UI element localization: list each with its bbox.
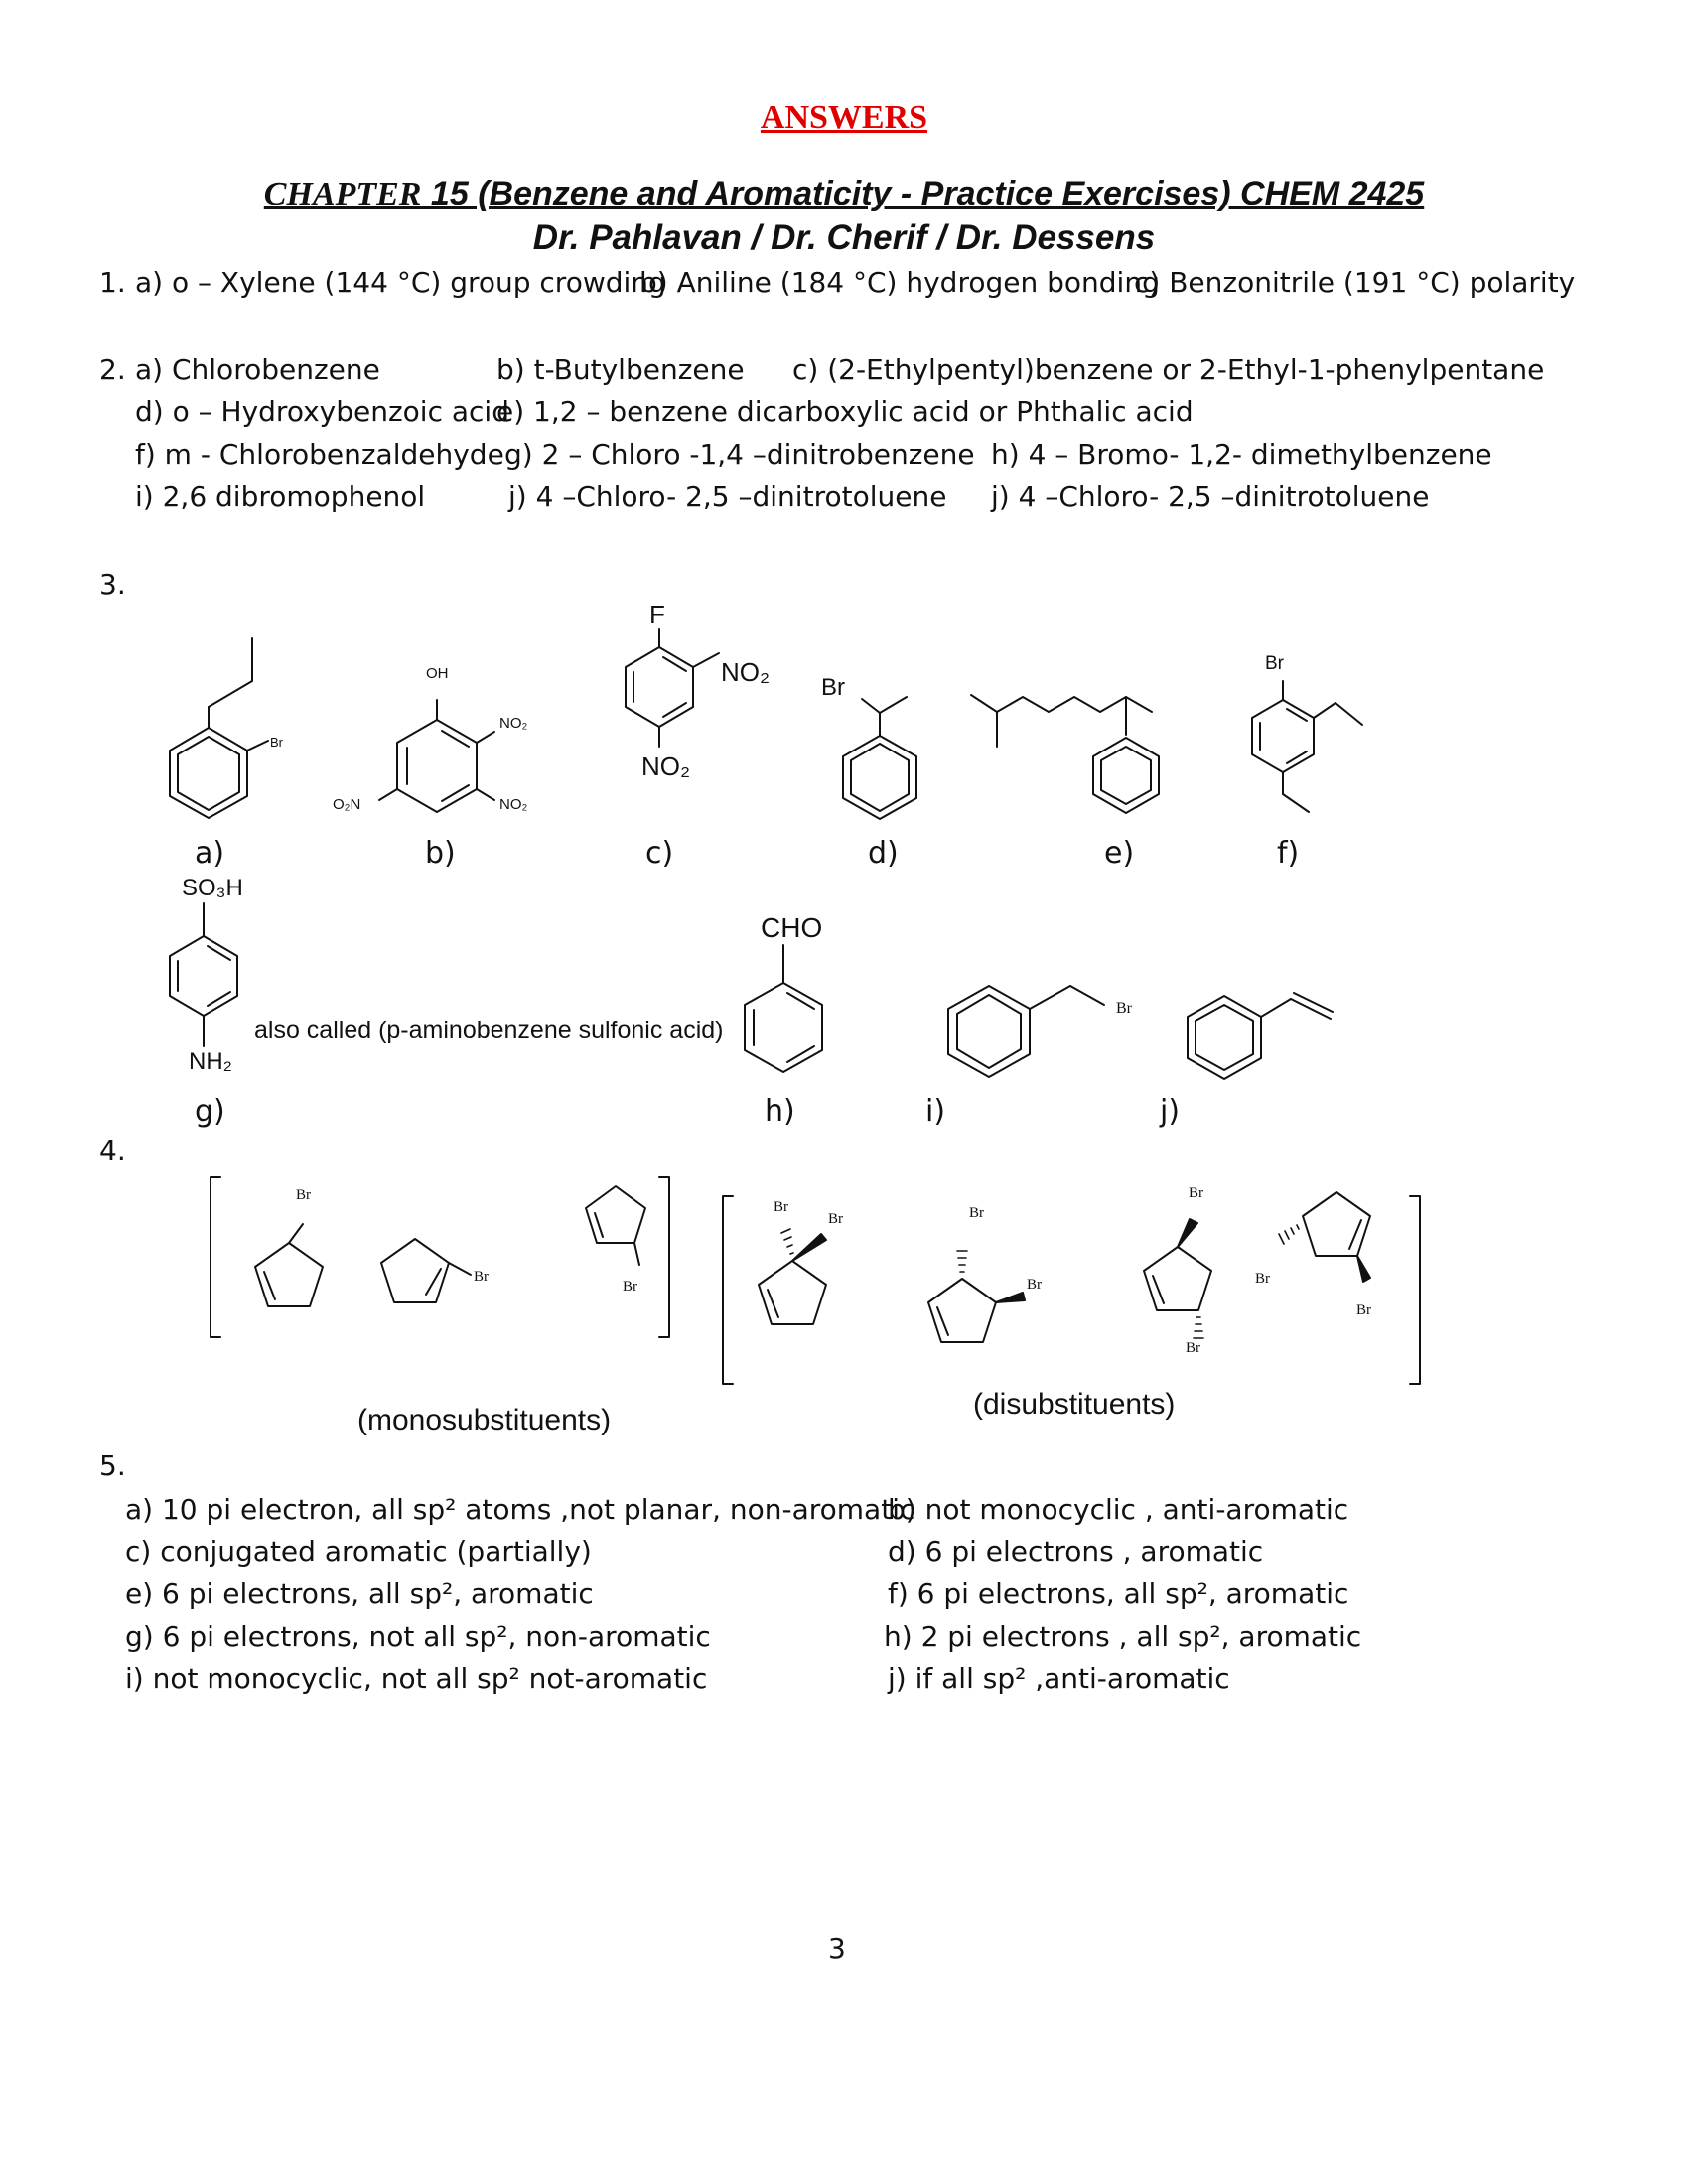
q5-answer-d: d) 6 pi electrons , aromatic [888,1535,1264,1568]
q4-br-8: Br [1189,1185,1203,1201]
authors-line: Dr. Pahlavan / Dr. Cherif / Dr. Dessens [532,218,1156,257]
q3-label-f: f) [1277,836,1300,871]
bracket-mono-left [211,1177,220,1337]
atom-br-i: Br [1116,1000,1132,1017]
structure-e [971,695,1159,813]
q5-answer-h: h) 2 pi electrons , all sp², aromatic [884,1620,1362,1653]
q4-br-10: Br [1255,1271,1270,1287]
q2-answer-i: i) 2,6 dibromophenol [135,480,426,513]
atom-br-f: Br [1265,653,1284,674]
q2-answer-f: f) m - Chlorobenzaldehyde [135,438,504,471]
atom-no2-c2: NO₂ [641,751,691,781]
q5-answer-b: b) not monocyclic , anti-aromatic [888,1493,1349,1526]
chapter-word: CHAPTER [263,176,422,212]
structure-h [745,945,822,1072]
q5-answer-c: c) conjugated aromatic (partially) [125,1535,592,1568]
atom-o2n-b: O₂N [333,796,361,813]
q2-answer-b: b) t-Butylbenzene [496,353,745,386]
bracket-di-right [1410,1196,1420,1384]
structure-c [626,629,719,747]
cyclopentene-di-1 [759,1229,826,1324]
q3-label-d: d) [868,836,899,871]
q4-di-caption: (disubstituents) [973,1388,1176,1421]
q4-br-11: Br [1356,1302,1371,1318]
q1-answer-c: c) Benzonitrile (191 °C) polarity [1134,266,1576,299]
atom-nh2-g: NH₂ [189,1048,232,1075]
structure-f [1252,681,1362,812]
q4-mono-caption: (monosubstituents) [357,1404,612,1436]
q5-answer-g: g) 6 pi electrons, not all sp², non-aromatic [125,1620,711,1653]
q5-answer-j: j) if all sp² ,anti-aromatic [888,1662,1230,1695]
structure-a [170,638,268,818]
q3-number: 3. [99,568,126,601]
q1-answer-b: b) Aniline (184 °C) hydrogen bonding [639,266,1160,299]
atom-br-a: Br [270,735,283,750]
cyclopentene-di-2 [928,1251,1025,1342]
q5-answer-f: f) 6 pi electrons, all sp², aromatic [888,1577,1349,1610]
atom-cho-h: CHO [761,912,823,943]
bracket-mono-right [659,1177,669,1337]
atom-no2-b2: NO₂ [499,796,528,813]
q1-answer-a: a) o – Xylene (144 °C) group crowding [135,266,666,299]
q4-br-5: Br [828,1211,843,1227]
chapter-rest: 15 (Benzene and Aromaticity - Practice Exercises) CHEM 2425 [421,175,1425,212]
structure-d [843,697,916,819]
q4-br-6: Br [969,1205,984,1221]
page-number: 3 [828,1932,846,1965]
q5-answer-e: e) 6 pi electrons, all sp², aromatic [125,1577,594,1610]
q5-answer-i: i) not monocyclic, not all sp² not-aromatic [125,1662,708,1695]
answers-heading: ANSWERS [760,99,928,136]
q4-br-4: Br [774,1199,788,1215]
q3-label-e: e) [1104,836,1135,871]
q3-label-i: i) [925,1094,946,1129]
q3-label-b: b) [425,836,456,871]
atom-no2-c1: NO₂ [721,657,771,687]
q3-label-a: a) [195,836,225,871]
atom-f-c: F [649,600,665,629]
q3-label-h: h) [765,1094,795,1129]
q5-number: 5. [99,1449,126,1482]
q2-number: 2. [99,353,126,386]
q2-answer-a: a) Chlorobenzene [135,353,380,386]
bracket-di-left [723,1196,733,1384]
structure-i [948,986,1104,1077]
q2-answer-d: d) o – Hydroxybenzoic acid [135,395,509,428]
cyclopentene-di-3 [1144,1219,1211,1338]
q2-answer-g: g) 2 – Chloro -1,4 –dinitrobenzene [504,438,975,471]
q4-br-1: Br [296,1187,311,1203]
atom-so3h-g: SO₃H [182,875,243,901]
q5-answer-a: a) 10 pi electron, all sp² atoms ,not planar, non-aromatic [125,1493,915,1526]
q3-label-j: j) [1160,1094,1181,1129]
cyclopentene-di-4 [1279,1192,1370,1282]
structure-j [1188,993,1333,1079]
q3-label-g: g) [195,1094,225,1129]
q2-answer-j1: j) 4 –Chloro- 2,5 –dinitrotoluene [508,480,947,513]
q4-br-2: Br [474,1269,489,1285]
cyclopentene-mono-1 [255,1224,323,1306]
q2-answer-h: h) 4 – Bromo- 1,2- dimethylbenzene [991,438,1492,471]
q2-answer-j2: j) 4 –Chloro- 2,5 –dinitrotoluene [991,480,1430,513]
q3-label-c: c) [645,836,674,871]
q4-br-3: Br [623,1279,637,1295]
q2-answer-e: e) 1,2 – benzene dicarboxylic acid or Phthalic acid [496,395,1194,428]
cyclopentene-mono-3 [586,1186,645,1265]
q2-answer-c: c) (2-Ethylpentyl)benzene or 2-Ethyl-1-phenylpentane [792,353,1545,386]
q4-br-9: Br [1186,1340,1200,1356]
atom-oh-b: OH [426,665,449,682]
q3-note: also called (p-aminobenzene sulfonic acid) [254,1017,724,1044]
atom-br-d: Br [821,674,845,701]
structure-g [170,903,237,1046]
q1-number: 1. [99,266,126,299]
cyclopentene-mono-2 [381,1239,471,1302]
structure-b [379,700,494,812]
q4-number: 4. [99,1134,126,1166]
atom-no2-b1: NO₂ [499,715,528,732]
q4-br-7: Br [1027,1277,1042,1293]
